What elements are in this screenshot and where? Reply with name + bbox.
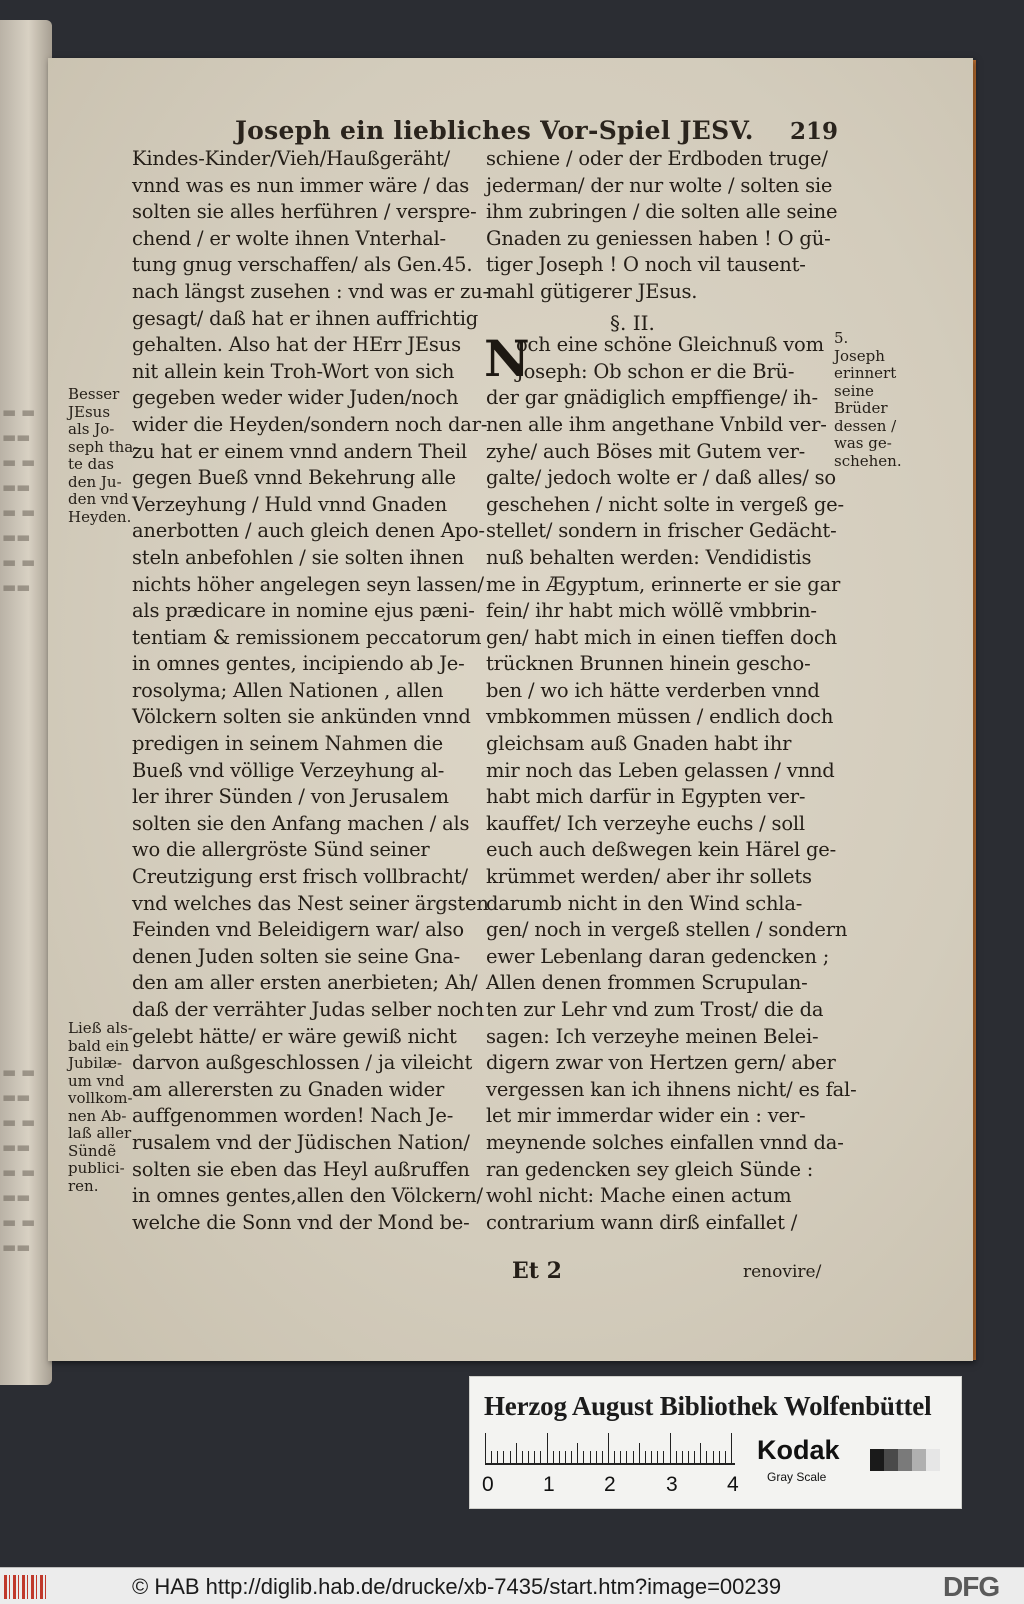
text-line: krümmet werden/ aber ihr sollets <box>486 865 812 889</box>
text-line: meynende solches einfallen vnnd da- <box>486 1130 844 1154</box>
text-line: tiger Joseph ! O noch vil tausent- <box>486 253 806 277</box>
marginal-line: als Jo- <box>68 420 115 438</box>
text-line: stellet/ sondern in frischer Gedächt- <box>486 519 837 543</box>
text-line: Bueß vnd völlige Verzeyhung al- <box>132 758 445 782</box>
ruler-tick <box>510 1451 511 1463</box>
marginal-line: bald ein <box>68 1036 130 1055</box>
text-line: Feinden vnd Beleidigern war/ also <box>132 918 464 942</box>
text-line: am allerersten zu Gnaden wider <box>132 1077 445 1101</box>
text-line: wider die Heyden/sondern noch dar- <box>132 412 488 436</box>
text-line: gen/ noch in vergeß stellen / sondern <box>486 918 848 942</box>
text-line: schiene / oder der Erdboden truge/ <box>486 147 828 170</box>
text-line: trücknen Brunnen hinein gescho- <box>486 652 811 676</box>
text-line <box>486 306 831 333</box>
section-heading: §. II. <box>610 311 655 335</box>
text-line: gen/ habt mich in einen tieffen doch <box>486 625 837 649</box>
gray-scale-patches <box>870 1449 940 1471</box>
ruler-tick <box>497 1451 498 1463</box>
ruler-tick <box>676 1451 677 1463</box>
catchword: renovire/ <box>743 1262 822 1282</box>
scale-ruler <box>485 1433 735 1465</box>
text-line: me in Ægyptum, erinnerte er sie gar <box>486 572 841 596</box>
ruler-tick <box>663 1451 664 1463</box>
text-line: gegen Bueß vnnd Bekehrung alle <box>132 466 456 490</box>
right-text-column <box>486 146 857 1236</box>
library-name: Herzog August Bibliothek Wolfenbüttel <box>484 1391 932 1421</box>
marginal-line: Heyden. <box>68 507 132 526</box>
ruler-tick <box>620 1451 621 1463</box>
running-head: Joseph ein liebliches Vor-Spiel JESV. <box>235 116 754 145</box>
ruler-tick <box>522 1451 523 1463</box>
ruler-tick <box>633 1451 634 1463</box>
ruler-number: 1 <box>543 1473 555 1496</box>
marginal-note-left-1 <box>68 386 138 526</box>
ruler-tick <box>485 1433 486 1463</box>
text-line: Creutzigung erst frisch vollbracht/ <box>132 865 468 889</box>
text-line: predigen in seinem Nahmen die <box>132 732 443 756</box>
text-line: in omnes gentes, incipiendo ab Je- <box>132 652 465 676</box>
ruler-tick <box>706 1451 707 1463</box>
marginal-line: vollkom- <box>68 1089 133 1107</box>
ruler-tick <box>577 1443 578 1463</box>
ruler-tick <box>645 1451 646 1463</box>
ruler-tick <box>596 1451 597 1463</box>
text-line: den am aller ersten anerbieten; Ah/ <box>132 971 478 995</box>
ruler-tick <box>694 1451 695 1463</box>
marginal-line: laß aller <box>68 1124 132 1142</box>
text-line: rosolyma; Allen Nationen , allen <box>132 678 444 702</box>
text-line: gelebt hätte/ er wäre gewiß nicht <box>132 1024 457 1048</box>
ruler-tick <box>491 1451 492 1463</box>
ruler-tick <box>682 1451 683 1463</box>
text-line: der gar gnädiglich empffienge/ ih- <box>486 386 818 410</box>
text-line: anerbotten / auch gleich denen Apo- <box>132 519 485 543</box>
text-line: ler ihrer Sünden / von Jerusalem <box>132 785 449 809</box>
ruler-tick <box>540 1451 541 1463</box>
text-line: ewer Lebenlang daran gedencken ; <box>486 944 830 968</box>
marginal-line: Jubilæ- <box>68 1054 123 1072</box>
copyright-url[interactable]: © HAB http://diglib.hab.de/drucke/xb-7435/start.htm?image=00239 <box>132 1574 782 1599</box>
ruler-tick <box>639 1443 640 1463</box>
adjacent-page-bleed-text: ▬ ▬ ▬▬ ▬ ▬ ▬▬ ▬ ▬ ▬▬ ▬ ▬ ▬▬ <box>2 403 36 596</box>
drop-capital: N <box>484 329 530 388</box>
text-line: nuß behalten werden: Vendidistis <box>486 545 812 569</box>
text-line: Joseph: Ob schon er die Brü- <box>516 359 795 383</box>
kodak-logo: Kodak <box>757 1435 840 1465</box>
text-line: Verzeyhung / Huld vnnd Gnaden <box>132 492 447 516</box>
text-line: ten zur Lehr vnd zum Trost/ die da <box>486 998 824 1021</box>
text-line: nach längst zusehen : vnd was er zu- <box>132 279 489 303</box>
text-line: Völckern solten sie ankünden vnnd <box>132 705 471 729</box>
marginal-line: was ge- <box>834 434 892 452</box>
library-label-card <box>469 1376 962 1509</box>
ruler-tick <box>725 1451 726 1463</box>
text-line: steln anbefohlen / sie solten ihnen <box>132 545 464 569</box>
marginal-line: den Ju- <box>68 472 122 491</box>
text-line: Allen denen frommen Scrupulan- <box>486 971 808 995</box>
text-line: gegeben weder wider Juden/noch <box>132 386 459 410</box>
text-line: mahl gütigerer JEsus. <box>486 279 698 303</box>
text-line: vnd welches das Nest seiner ärgsten <box>132 891 489 915</box>
ruler-tick <box>528 1451 529 1463</box>
marginal-line: nen Ab- <box>68 1106 127 1125</box>
marginal-line: seine <box>834 381 874 400</box>
barcode-icon <box>4 1575 48 1599</box>
text-line: vergessen kan ich ihnens nicht/ es fal- <box>486 1077 857 1101</box>
text-line: Kindes-Kinder/Vieh/Haußgeräht/ <box>132 147 451 170</box>
ruler-tick <box>626 1451 627 1463</box>
ruler-tick <box>602 1451 603 1463</box>
text-line: rusalem vnd der Jüdischen Nation/ <box>132 1130 470 1154</box>
text-line: let mir immerdar wider ein : ver- <box>486 1104 806 1128</box>
marginal-line: 5. <box>834 329 849 347</box>
text-line: tung gnug verschaffen/ als Gen.45. <box>132 253 473 277</box>
ruler-number: 0 <box>482 1473 494 1496</box>
text-line: nit allein kein Troh-Wort von sich <box>132 359 455 383</box>
marginal-line: Besser <box>68 385 120 403</box>
text-line: tentiam & remissionem peccatorum <box>132 625 482 649</box>
ruler-tick <box>583 1451 584 1463</box>
ruler-tick <box>559 1451 560 1463</box>
text-line: gehalten. Also hat der HErr JEsus <box>132 333 461 357</box>
adjacent-page-edge <box>0 20 52 1385</box>
marginal-line: schehen. <box>834 451 902 470</box>
text-line: zu hat er einem vnnd andern Theil <box>132 439 467 463</box>
text-line: als prædicare in nomine ejus pæni- <box>132 599 475 623</box>
text-line: jederman/ der nur wolte / solten sie <box>486 173 833 197</box>
marginal-line: publici- <box>68 1159 125 1177</box>
ruler-tick <box>651 1451 652 1463</box>
text-line: habt mich darfür in Egypten ver- <box>486 785 806 809</box>
marginal-line: Sündẽ <box>68 1141 117 1160</box>
adjacent-page-bleed-text: ▬ ▬ ▬▬ ▬ ▬ ▬▬ ▬ ▬ ▬▬ ▬ ▬ ▬▬ <box>2 1063 36 1256</box>
text-line: mir noch das Leben gelassen / vnnd <box>486 758 835 782</box>
text-line: vmbkommen müssen / endlich doch <box>486 705 834 729</box>
ruler-tick <box>731 1433 732 1463</box>
text-line: sagen: Ich verzeyhe meinen Belei- <box>486 1024 819 1048</box>
text-line: zyhe/ auch Böses mit Gutem ver- <box>486 439 806 463</box>
ruler-tick <box>713 1451 714 1463</box>
text-line: solten sie eben das Heyl außruffen <box>132 1157 470 1181</box>
ruler-tick <box>590 1451 591 1463</box>
dfg-logo: DFG <box>943 1571 1000 1602</box>
text-line: solten sie den Anfang machen / als <box>132 811 470 835</box>
text-line: wo die allergröste Sünd seiner <box>132 838 430 862</box>
text-line: euch auch deßwegen kein Härel ge- <box>486 838 836 862</box>
marginal-line: ren. <box>68 1176 99 1195</box>
marginal-note-left-2 <box>68 1020 133 1195</box>
text-line: welche die Sonn vnd der Mond be- <box>132 1210 470 1234</box>
marginal-line: den vnd <box>68 490 129 508</box>
text-line: gleichsam auß Gnaden habt ihr <box>486 732 792 756</box>
ruler-tick <box>553 1451 554 1463</box>
ruler-tick <box>534 1451 535 1463</box>
ruler-tick <box>503 1451 504 1463</box>
text-line: galte/ jedoch wolte er / daß alles/ so <box>486 466 836 490</box>
text-line: denen Juden solten sie seine Gna- <box>132 944 460 968</box>
marginal-line: Ließ als- <box>68 1019 133 1037</box>
ruler-number: 4 <box>727 1473 739 1496</box>
text-line: vnnd was es nun immer wäre / das <box>132 173 470 197</box>
text-line: och eine schöne Gleichnuß vom <box>516 333 824 357</box>
ruler-tick <box>614 1451 615 1463</box>
ruler-tick <box>657 1451 658 1463</box>
text-line: fein/ ihr habt mich wöllẽ vmbbrin- <box>486 599 817 623</box>
text-line: geschehen / nicht solte in vergeß ge- <box>486 492 844 516</box>
ruler-number: 2 <box>604 1473 616 1496</box>
marginal-line: um vnd <box>68 1071 125 1090</box>
text-line: darvon außgeschlossen / ja vileicht <box>132 1051 473 1075</box>
text-line: darumb nicht in den Wind schla- <box>486 891 803 915</box>
text-line: ben / wo ich hätte verderben vnnd <box>486 678 820 702</box>
text-line: kauffet/ Ich verzeyhe euchs / soll <box>486 811 805 835</box>
ruler-tick <box>516 1443 517 1463</box>
text-line: contrarium wann dirß einfallet / <box>486 1210 798 1234</box>
text-line: auffgenommen worden! Nach Je- <box>132 1104 454 1128</box>
text-line: nen alle ihm angethane Vnbild ver- <box>486 412 827 436</box>
marginal-line: Joseph <box>834 346 885 365</box>
text-line: Gnaden zu geniessen haben ! O gü- <box>486 226 831 250</box>
ruler-tick <box>547 1433 548 1463</box>
left-text-column <box>132 146 489 1236</box>
marginal-line: te das <box>68 455 114 473</box>
ruler-tick <box>670 1433 671 1463</box>
marginal-note-right <box>834 330 902 470</box>
footer-bar <box>0 1567 1024 1604</box>
page-number: 219 <box>790 118 839 145</box>
text-line: ihm zubringen / die solten alle seine <box>486 200 838 224</box>
text-line: in omnes gentes,allen den Völckern/ <box>132 1184 483 1208</box>
ruler-tick <box>700 1443 701 1463</box>
text-line: solten sie alles herführen / verspre- <box>132 200 477 224</box>
ruler-tick <box>608 1433 609 1463</box>
text-line: gesagt/ daß hat er ihnen auffrichtig <box>132 306 479 330</box>
marginal-line: erinnert <box>834 364 897 382</box>
text-line: daß der verrähter Judas selber noch <box>132 998 484 1021</box>
ruler-tick <box>688 1451 689 1463</box>
ruler-tick <box>571 1451 572 1463</box>
marginal-line: Brüder <box>834 399 888 417</box>
ruler-number: 3 <box>666 1473 678 1496</box>
marginal-line: seph tha- <box>68 437 139 456</box>
ruler-tick <box>565 1451 566 1463</box>
text-line: ran gedencken sey gleich Sünde : <box>486 1157 814 1181</box>
gray-scale-caption: Gray Scale <box>767 1470 827 1484</box>
signature-mark: Et 2 <box>512 1258 562 1284</box>
text-line: wohl nicht: Mache einen actum <box>486 1184 792 1208</box>
text-line: digern zwar von Hertzen gern/ aber <box>486 1051 836 1075</box>
text-line: nichts höher angelegen seyn lassen/ <box>132 572 484 596</box>
marginal-line: dessen / <box>834 416 897 435</box>
ruler-tick <box>719 1451 720 1463</box>
text-line: chend / er wolte ihnen Vnterhal- <box>132 226 446 250</box>
marginal-line: JEsus <box>68 402 111 421</box>
